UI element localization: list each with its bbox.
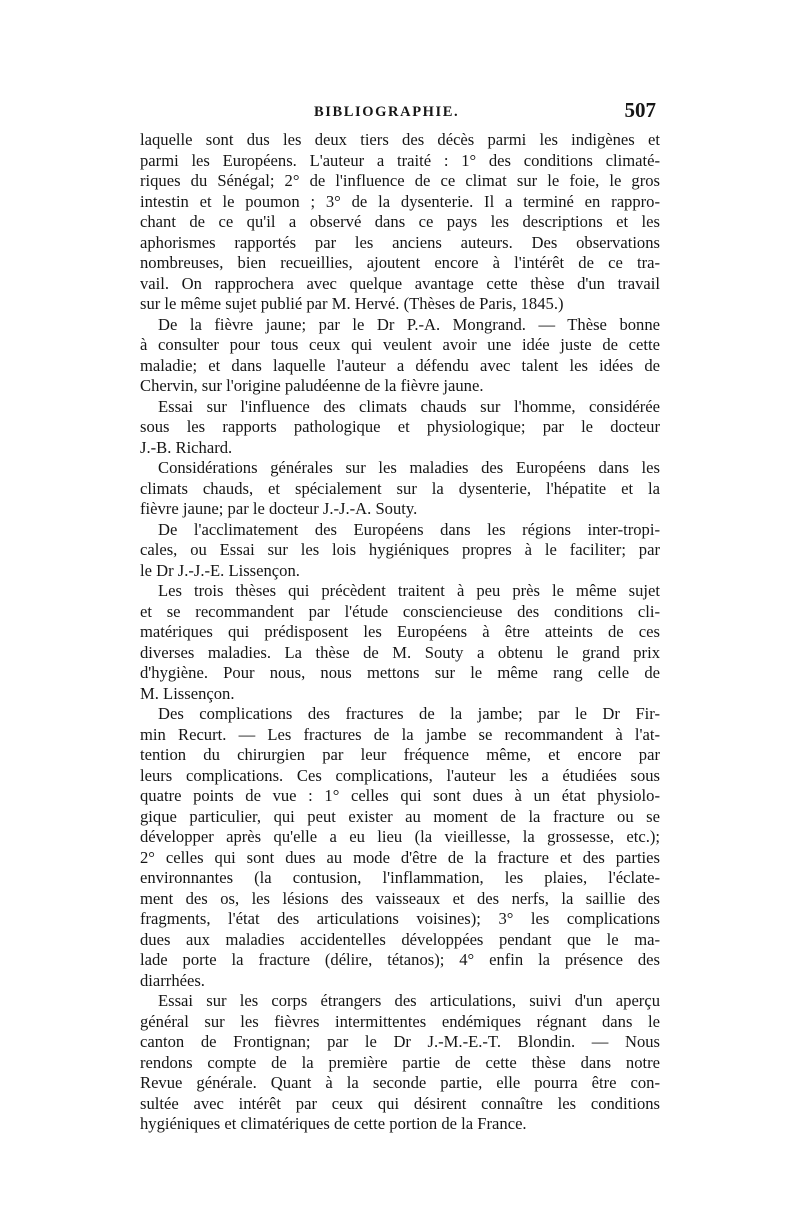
text-line: diverses maladies. La thèse de M. Souty a obtenu le grand prix — [140, 642, 660, 662]
text-line: sous les rapports pathologique et physiologique; par le docteur — [140, 417, 660, 436]
running-title: BIBLIOGRAPHIE. — [314, 104, 460, 120]
text-line: et se recommandent par l'étude consciencieuse des conditions cli- — [140, 601, 660, 621]
text-line: le Dr J.-J.-E. Lissençon. — [140, 560, 300, 580]
text-line: général sur les fièvres intermittentes endémiques régnant dans le — [140, 1011, 660, 1031]
text-line: intestin et le poumon ; 3° de la dysenterie. Il a terminé en rappro- — [140, 191, 660, 211]
text-line: ment des os, les lésions des vaisseaux et des nerfs, la saillie des — [140, 888, 660, 908]
text-line: sultée avec intérêt par ceux qui désirent connaître les conditions — [140, 1093, 660, 1113]
paragraph — [140, 581, 660, 704]
text-line: aphorismes rapportés par les anciens auteurs. Des observations — [140, 232, 660, 252]
text-line: sur le même sujet publié par M. Hervé. (Thèses de Paris, 1845.) — [140, 294, 564, 313]
text-line: maladie; et dans laquelle l'auteur a défendu avec talent les idées de — [140, 355, 660, 375]
text-line: climats chauds, et spécialement sur la dysenterie, l'hépatite et la — [140, 478, 660, 498]
paragraph — [140, 130, 660, 315]
text-line: cales, ou Essai sur les lois hygiéniques propres à le faciliter; par — [140, 540, 660, 559]
book-page — [140, 96, 660, 1135]
text-line: Essai sur l'influence des climats chauds sur l'homme, considérée — [158, 396, 660, 416]
text-line: quatre points de vue : 1° celles qui sont dues à un état physiolo- — [140, 786, 660, 805]
paragraph — [140, 991, 660, 1135]
text-line: min Recurt. — Les fractures de la jambe se recommandent à l'at- — [140, 724, 660, 744]
text-line: lade porte la fracture (délire, tétanos); 4° enfin la présence des — [140, 950, 660, 969]
text-line: parmi les Européens. L'auteur a traité : 1° des conditions climaté- — [140, 150, 660, 170]
text-line: à consulter pour tous ceux qui veulent avoir une idée juste de cette — [140, 335, 660, 354]
text-line: matériques qui prédisposent les Européens à être atteints de ces — [140, 622, 660, 641]
text-line: gique particulier, qui peut exister au moment de la fracture ou se — [140, 806, 660, 826]
text-line: De la fièvre jaune; par le Dr P.-A. Mongrand. — Thèse bonne — [158, 314, 660, 334]
text-line: J.-B. Richard. — [140, 437, 233, 457]
running-header — [140, 96, 660, 126]
paragraph — [140, 397, 660, 459]
text-line: 2° celles qui sont dues au mode d'être de la fracture et des parties — [140, 847, 660, 867]
text-line: canton de Frontignan; par le Dr J.-M.-E.-T. Blondin. — Nous — [140, 1032, 660, 1051]
page-body-text — [140, 130, 660, 1135]
text-line: hygiéniques et climatériques de cette portion de la France. — [140, 1114, 527, 1133]
paragraph — [140, 520, 660, 582]
text-line: Considérations générales sur les maladies des Européens dans les — [158, 458, 660, 477]
text-line: Chervin, sur l'origine paludéenne de la fièvre jaune. — [140, 376, 484, 395]
text-line: dues aux maladies accidentelles développées pendant que le ma- — [140, 929, 660, 949]
paragraph — [140, 315, 660, 397]
text-line: Des complications des fractures de la jambe; par le Dr Fir- — [158, 704, 660, 723]
text-line: chant de ce qu'il a observé dans ce pays les descriptions et les — [140, 212, 660, 231]
text-line: laquelle sont dus les deux tiers des décès parmi les indigènes et — [140, 130, 660, 149]
text-line: développer après qu'elle a eu lieu (la vieillesse, la grossesse, etc.); — [140, 827, 660, 846]
text-line: rendons compte de la première partie de cette thèse dans notre — [140, 1052, 660, 1072]
text-line: De l'acclimatement des Européens dans les régions inter-tropi- — [158, 519, 660, 539]
text-line: riques du Sénégal; 2° de l'influence de ce climat sur le foie, le gros — [140, 171, 660, 190]
text-line: vail. On rapprochera avec quelque avantage cette thèse d'un travail — [140, 273, 660, 293]
paragraph — [140, 458, 660, 520]
text-line: M. Lissençon. — [140, 683, 235, 703]
text-line: Revue générale. Quant à la seconde partie, elle pourra être con- — [140, 1073, 660, 1092]
page-number: 507 — [624, 98, 656, 122]
text-line: Les trois thèses qui précèdent traitent à peu près le même sujet — [158, 581, 660, 600]
text-line: fragments, l'état des articulations voisines); 3° les complications — [140, 909, 660, 928]
text-line: d'hygiène. Pour nous, nous mettons sur le même rang celle de — [140, 663, 660, 682]
text-line: tention du chirurgien par leur fréquence même, et encore par — [140, 745, 660, 764]
text-line: nombreuses, bien recueillies, ajoutent encore à l'intérêt de ce tra- — [140, 253, 660, 272]
text-line: diarrhées. — [140, 970, 205, 990]
text-line: leurs complications. Ces complications, l'auteur les a étudiées sous — [140, 765, 660, 785]
text-line: fièvre jaune; par le docteur J.-J.-A. Souty. — [140, 499, 418, 518]
paragraph — [140, 704, 660, 991]
text-line: environnantes (la contusion, l'inflammation, les plaies, l'éclate- — [140, 868, 660, 887]
text-line: Essai sur les corps étrangers des articulations, suivi d'un aperçu — [158, 991, 660, 1010]
